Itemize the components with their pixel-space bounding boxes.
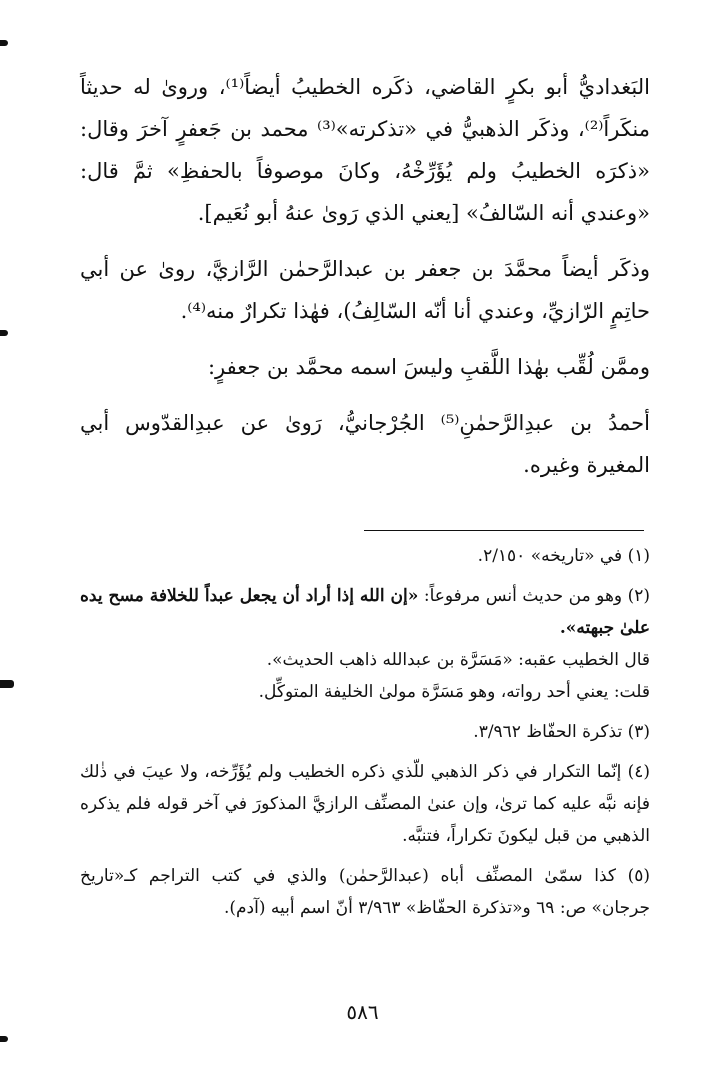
- footnote-1: (١) في «تاريخه» ٢/١٥٠.: [477, 546, 650, 566]
- edge-mark-top: [0, 40, 8, 46]
- paragraph-3: وممَّن لُقِّب بهٰذا اللَّقبِ وليسَ اسمه محمَّد بن جعفرٍ:: [207, 355, 650, 379]
- page-number: ٥٨٦: [346, 1000, 379, 1024]
- edge-mark-bottom: [0, 1036, 8, 1042]
- paragraph-2: وذكَر أيضاً محمَّدَ بن جعفر بن عبدالرَّحمٰن الرَّازيَّ، روىٰ عن أبي حاتِمٍ الرّازيِّ، وعندي أنا أنّه السّالِفُ)، فهٰذا تكرارٌ منه⁽⁴⁾.: [80, 257, 650, 323]
- footnote-2-intro: (٢) وهو من حديث أنس مرفوعاً:: [423, 586, 650, 606]
- footnote-3: (٣) تذكرة الحفّاظ ٣/٩٦٢.: [473, 722, 650, 742]
- footnote-4: (٤) إنّما التكرار في ذكر الذهبي للّذي ذكره الخطيب ولم يُؤَرِّخه، ولا عيبَ في ذٰلك فإنه نبَّه عليه كما ترىٰ، وإن عنىٰ المصنِّف الرازيَّ المذكورَ في آخر قوله فلم يذكره الذهبي من قبل ليكونَ تكراراً، فتنبَّه.: [80, 762, 650, 846]
- edge-mark-lower: [0, 680, 14, 688]
- footnote-5: (٥) كذا سمّىٰ المصنِّف أباه (عبدالرَّحمٰن) والذي في كتب التراجم كـ«تاريخ جرجان» ص: ٦٩ و«تذكرة الحفّاظ» ٣/٩٦٣ أنّ اسم أبيه (آدم).: [80, 866, 650, 918]
- footnote-divider: [364, 530, 644, 531]
- footnote-2-line-2: قال الخطيب عقبه: «مَسَرَّة بن عبدالله ذاهب الحديث».: [266, 650, 650, 670]
- footnote-2: [80, 580, 650, 708]
- paragraph-1: البَغداديُّ أبو بكرٍ القاضي، ذكَره الخطيبُ أيضاً⁽¹⁾، وروىٰ له حديثاً منكَراً⁽²⁾، وذكَر الذهبيُّ في «تذكرته»⁽³⁾ محمد بن جَعفرٍ آخرَ وقال: «ذكرَه الخطيبُ ولم يُؤَرِّخْهُ، وكانَ موصوفاً بالحفظِ» ثمَّ قال: «وعندي أنه السّالفُ» [يعني الذي رَوىٰ عنهُ أبو نُعَيم].: [80, 75, 651, 225]
- footnotes: [80, 540, 650, 932]
- main-text: [80, 66, 650, 500]
- footnote-2-hadith: «إن الله إذا أراد أن يجعل عبداً للخلافة مسح يده علىٰ جبهته».: [80, 586, 650, 638]
- footnote-2-line-3: قلت: يعني أحد رواته، وهو مَسَرَّة مولىٰ الخليفة المتوكِّل.: [258, 682, 650, 702]
- edge-mark-middle: [0, 330, 8, 336]
- paragraph-4: أحمدُ بن عبدِالرَّحمٰنِ⁽⁵⁾ الجُرْجانيُّ، رَوىٰ عن عبدِالقدّوس أبي المغيرة وغيره.: [80, 411, 650, 477]
